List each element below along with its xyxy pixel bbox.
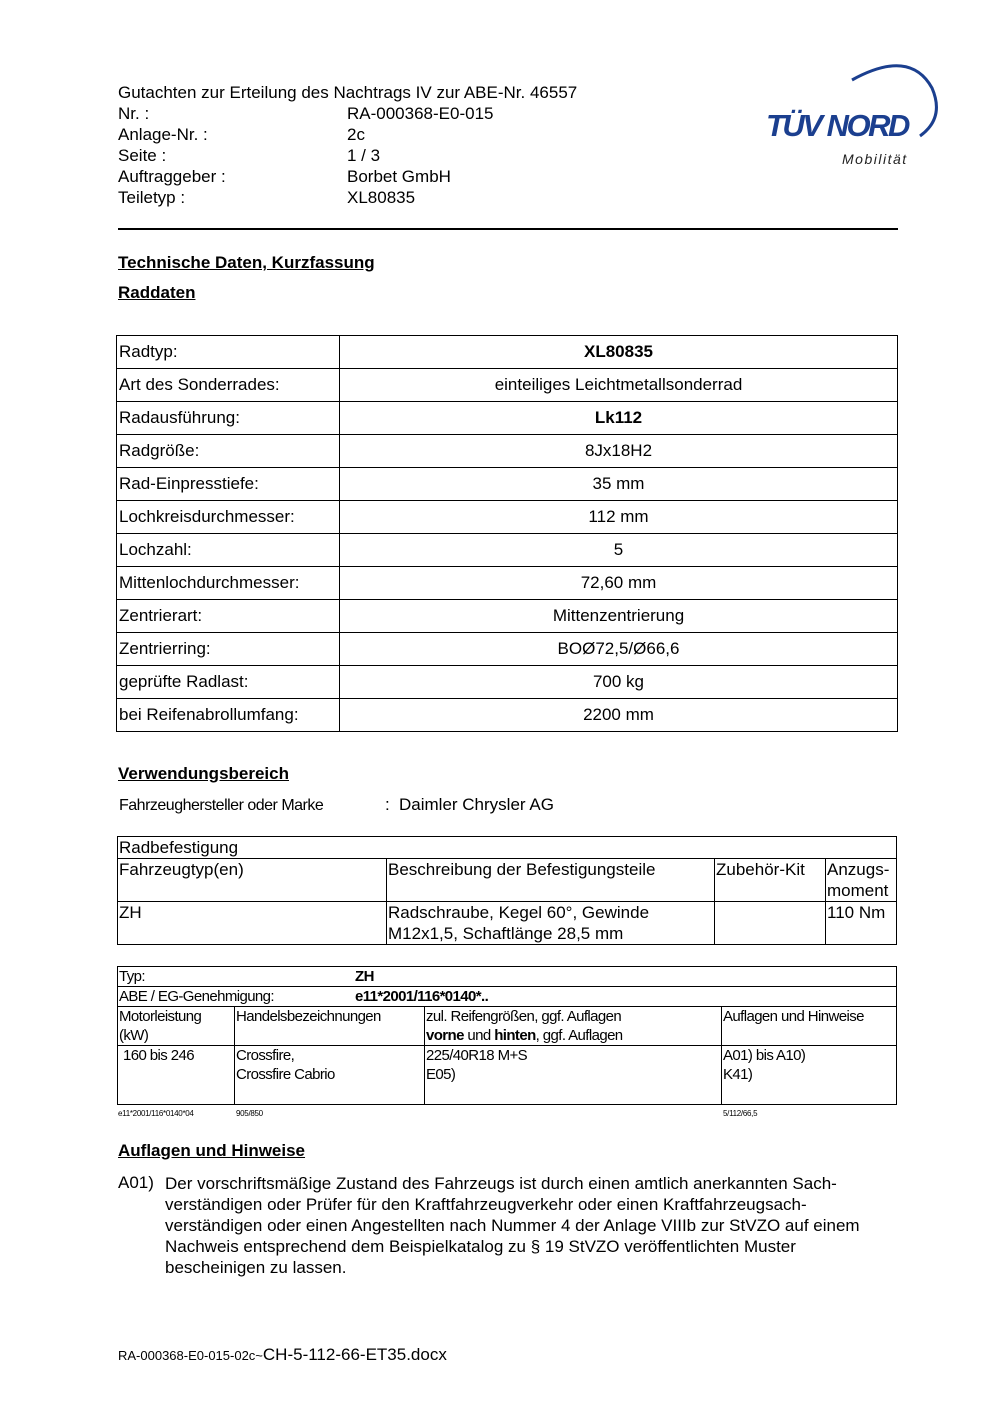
header-divider — [118, 228, 898, 230]
cell-reifen: 225/40R18 M+S E05) — [425, 1046, 722, 1105]
table-row — [117, 633, 898, 666]
document-title: Gutachten zur Erteilung des Nachtrags IV zur ABE-Nr. 46557 — [118, 83, 578, 102]
footnote-abe: e11*2001/116*0140*04 — [118, 1109, 194, 1118]
raddaten-label: Zentrierart: — [117, 600, 340, 633]
hersteller-label: Fahrzeughersteller oder Marke — [119, 797, 324, 814]
table-row — [117, 468, 898, 501]
header-fahrzeugtyp: Fahrzeugtyp(en) — [118, 859, 387, 902]
raddaten-label: Radgröße: — [117, 435, 340, 468]
field-value: 2c — [347, 125, 365, 144]
raddaten-value: XL80835 — [340, 336, 898, 369]
abe-value: e11*2001/116*0140*.. — [355, 988, 489, 1005]
header-field-auftraggeber — [118, 166, 451, 187]
raddaten-label: Radtyp: — [117, 336, 340, 369]
raddaten-label: geprüfte Radlast: — [117, 666, 340, 699]
col-motorleistung: Motorleistung (kW) — [118, 1007, 235, 1046]
section-title-verwendung: Verwendungsbereich — [118, 764, 289, 783]
raddaten-value: 72,60 mm — [340, 567, 898, 600]
header-field-teiletyp — [118, 187, 415, 208]
logo-brand: TÜV NORD — [766, 108, 908, 143]
header-field-seite — [118, 145, 380, 166]
field-value: XL80835 — [347, 188, 416, 207]
header-field-anlage — [118, 124, 365, 145]
abe-row — [118, 987, 897, 1007]
tuev-nord-logo — [760, 58, 945, 173]
cell-auflagen: A01) bis A10) K41) — [722, 1046, 897, 1105]
section-title-raddaten: Raddaten — [118, 283, 196, 302]
col-reifengroessen: zul. Reifengrößen, ggf. Auflagen vorne und hinten, ggf. Auflagen — [425, 1007, 722, 1046]
section-title-auflagen: Auflagen und Hinweise — [118, 1141, 306, 1160]
auflage-text: Der vorschriftsmäßige Zustand des Fahrzeugs ist durch einen amtlich anerkannten Sach-verständigen oder Prüfer für den Kraftfahrzeugverkehr oder einen Kraftfahrzeugsach-verständigen oder einen Angestellten nach Nummer 4 der Anlage VIIIb zur StVZO auf einem Nachweis entsprechend dem Beispielkatalog zu § 19 StVZO veröffentlichten Muster bescheinigen zu lassen. — [165, 1174, 860, 1277]
raddaten-value: Mittenzentrierung — [340, 600, 898, 633]
typ-row — [118, 967, 897, 987]
raddaten-value: 700 kg — [340, 666, 898, 699]
raddaten-value: 112 mm — [340, 501, 898, 534]
table-row — [117, 534, 898, 567]
raddaten-label: Rad-Einpresstiefe: — [117, 468, 340, 501]
field-label: Auftraggeber : — [118, 167, 226, 186]
header-zubehoer-kit: Zubehör-Kit — [715, 859, 826, 902]
auflage-code: A01) — [118, 1173, 154, 1192]
cell-beschreibung: Radschraube, Kegel 60°, Gewinde M12x1,5, Schaftlänge 28,5 mm — [387, 902, 715, 945]
fahrzeugtyp-table — [117, 966, 897, 1105]
cell-typ: ZH — [118, 902, 387, 945]
cell-kit — [715, 902, 826, 945]
raddaten-label: Lochzahl: — [117, 534, 340, 567]
header-field-nr — [118, 103, 493, 124]
table-row — [117, 666, 898, 699]
radbefestigung-table — [117, 836, 897, 945]
cell-moment: 110 Nm — [826, 902, 897, 945]
footnote-weight: 905/850 — [236, 1109, 263, 1118]
raddaten-value: einteiliges Leichtmetallsonderrad — [340, 369, 898, 402]
table-row — [117, 600, 898, 633]
raddaten-value: 2200 mm — [340, 699, 898, 732]
header-beschreibung: Beschreibung der Befestigungsteile — [387, 859, 715, 902]
col-auflagen: Auflagen und Hinweise — [722, 1007, 897, 1046]
table-row — [117, 435, 898, 468]
table-row — [117, 369, 898, 402]
raddaten-label: Zentrierring: — [117, 633, 340, 666]
table-row — [117, 402, 898, 435]
cell-leistung: 160 bis 246 — [118, 1046, 235, 1105]
field-label: Anlage-Nr. : — [118, 125, 208, 144]
raddaten-value: BOØ72,5/Ø66,6 — [340, 633, 898, 666]
hersteller-separator: : — [385, 795, 390, 814]
header-anzugsmoment: Anzugs- moment — [826, 859, 897, 902]
abe-label: ABE / EG-Genehmigung: — [119, 988, 274, 1005]
field-value: RA-000368-E0-015 — [347, 104, 494, 123]
section-title-tech: Technische Daten, Kurzfassung — [118, 253, 375, 272]
table-row — [117, 567, 898, 600]
field-label: Teiletyp : — [118, 188, 186, 207]
typ-label: Typ: — [119, 968, 145, 985]
field-value: Borbet GmbH — [347, 167, 451, 186]
table-row — [117, 336, 898, 369]
col-handelsbezeichnungen: Handelsbezeichnungen — [235, 1007, 425, 1046]
field-label: Nr. : — [118, 104, 150, 123]
table-row — [117, 501, 898, 534]
raddaten-label: Mittenlochdurchmesser: — [117, 567, 340, 600]
footnote-lk: 5/112/66,5 — [723, 1109, 758, 1118]
cell-handelsname: Crossfire, Crossfire Cabrio — [235, 1046, 425, 1105]
table-row — [118, 1046, 897, 1105]
raddaten-value: 35 mm — [340, 468, 898, 501]
raddaten-value: 8Jx18H2 — [340, 435, 898, 468]
raddaten-value: 5 — [340, 534, 898, 567]
table-row — [117, 699, 898, 732]
raddaten-table — [116, 335, 898, 732]
logo-subtitle: Mobilität — [842, 151, 908, 167]
raddaten-label: Radausführung: — [117, 402, 340, 435]
raddaten-label: bei Reifenabrollumfang: — [117, 699, 340, 732]
footer-filename: RA-000368-E0-015-02c~CH-5-112-66-ET35.docx — [118, 1345, 447, 1364]
befestigung-title: Radbefestigung — [118, 837, 897, 859]
table-row — [118, 902, 897, 945]
field-label: Seite : — [118, 146, 167, 165]
typ-value: ZH — [355, 968, 374, 985]
field-value: 1 / 3 — [347, 146, 381, 165]
hersteller-value: Daimler Chrysler AG — [399, 795, 554, 814]
raddaten-label: Art des Sonderrades: — [117, 369, 340, 402]
raddaten-label: Lochkreisdurchmesser: — [117, 501, 340, 534]
raddaten-value: Lk112 — [340, 402, 898, 435]
